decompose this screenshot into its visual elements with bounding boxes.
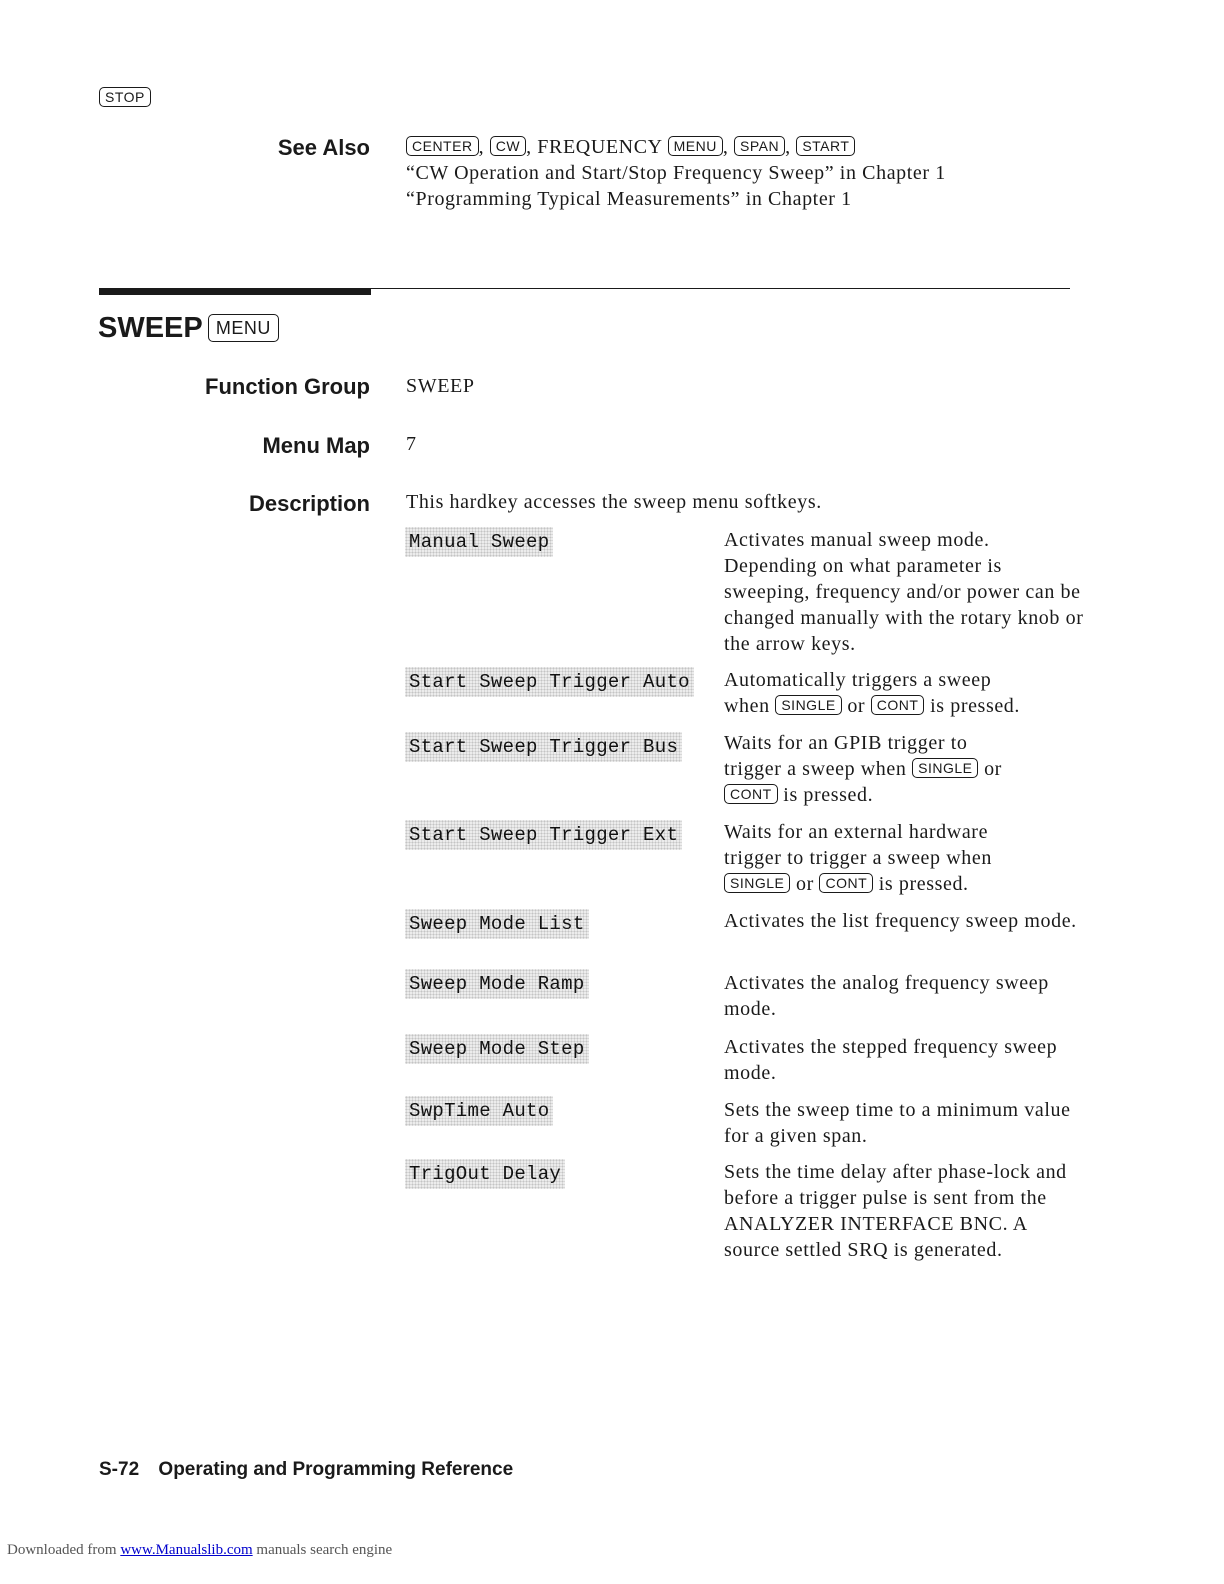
softkey-manual-sweep: Manual Sweep	[405, 527, 553, 557]
manualslib-link[interactable]: www.Manualslib.com	[120, 1542, 253, 1558]
softkey-mode-list: Sweep Mode List	[405, 909, 589, 939]
single-key: SINGLE	[775, 695, 841, 715]
section-menu-key: MENU	[208, 314, 279, 342]
softkey-desc: Activates manual sweep mode. Depending on what parameter is sweeping, frequency and/or power can be changed manually with the rotary knob or the arrow keys.	[724, 529, 1084, 655]
see-also-label: See Also	[277, 135, 370, 160]
stop-key: STOP	[99, 87, 151, 108]
softkey-desc: Waits for an external hardware trigger to trigger a sweep when SINGLE or CONT is pressed.	[724, 821, 992, 895]
center-key: CENTER	[406, 136, 479, 156]
see-also-keys-line: CENTER , CW , FREQUENCY MENU , SPAN , START	[406, 134, 1106, 160]
download-note: Downloaded from www.Manualslib.com manuals search engine	[7, 1542, 393, 1558]
section-rule-thick	[99, 288, 371, 295]
menu-map-value: 7	[406, 433, 417, 455]
menu-map-label: Menu Map	[262, 433, 370, 458]
section-title: SWEEP MENU	[98, 312, 279, 345]
see-also-ref-1: “CW Operation and Start/Stop Frequency Sweep” in Chapter 1	[406, 162, 946, 184]
cw-key: CW	[490, 136, 526, 156]
softkey-trigger-ext: Start Sweep Trigger Ext	[405, 820, 682, 850]
softkey-desc: Activates the analog frequency sweep mode.	[724, 972, 1049, 1020]
softkey-desc: Activates the list frequency sweep mode.	[724, 910, 1077, 932]
cont-key: CONT	[724, 784, 778, 804]
softkey-mode-step: Sweep Mode Step	[405, 1034, 589, 1064]
single-key: SINGLE	[912, 758, 978, 778]
softkey-swptime-auto: SwpTime Auto	[405, 1096, 553, 1126]
frequency-text: FREQUENCY	[537, 136, 662, 158]
softkey-trigger-bus: Start Sweep Trigger Bus	[405, 732, 682, 762]
footer-title: Operating and Programming Reference	[158, 1459, 514, 1480]
single-key: SINGLE	[724, 873, 790, 893]
softkey-desc: Sets the sweep time to a minimum value for a given span.	[724, 1099, 1071, 1147]
page-number: S-72	[99, 1459, 140, 1480]
softkey-trigger-auto: Start Sweep Trigger Auto	[405, 667, 694, 697]
span-key: SPAN	[734, 136, 785, 156]
softkey-desc: Waits for an GPIB trigger to trigger a sweep when SINGLE or CONT is pressed.	[724, 732, 1002, 806]
softkey-trigout-delay: TrigOut Delay	[405, 1159, 565, 1189]
softkey-mode-ramp: Sweep Mode Ramp	[405, 969, 589, 999]
see-also-ref-2: “Programming Typical Measurements” in Chapter 1	[406, 188, 852, 210]
cont-key: CONT	[871, 695, 925, 715]
softkey-desc: Activates the stepped frequency sweep mode.	[724, 1036, 1058, 1084]
start-key: START	[796, 136, 855, 156]
description-label: Description	[248, 491, 370, 516]
menu-key: MENU	[668, 136, 723, 156]
softkey-desc: Automatically triggers a sweep when SINGLE or CONT is pressed.	[724, 669, 1020, 717]
function-group-value: SWEEP	[406, 375, 475, 397]
function-group-label: Function Group	[205, 374, 370, 399]
description-text: This hardkey accesses the sweep menu softkeys.	[406, 491, 822, 513]
page-footer	[99, 1459, 513, 1481]
cont-key: CONT	[819, 873, 873, 893]
softkey-desc: Sets the time delay after phase-lock and before a trigger pulse is sent from the ANALYZER INTERFACE BNC. A source settled SRQ is generated.	[724, 1161, 1067, 1261]
